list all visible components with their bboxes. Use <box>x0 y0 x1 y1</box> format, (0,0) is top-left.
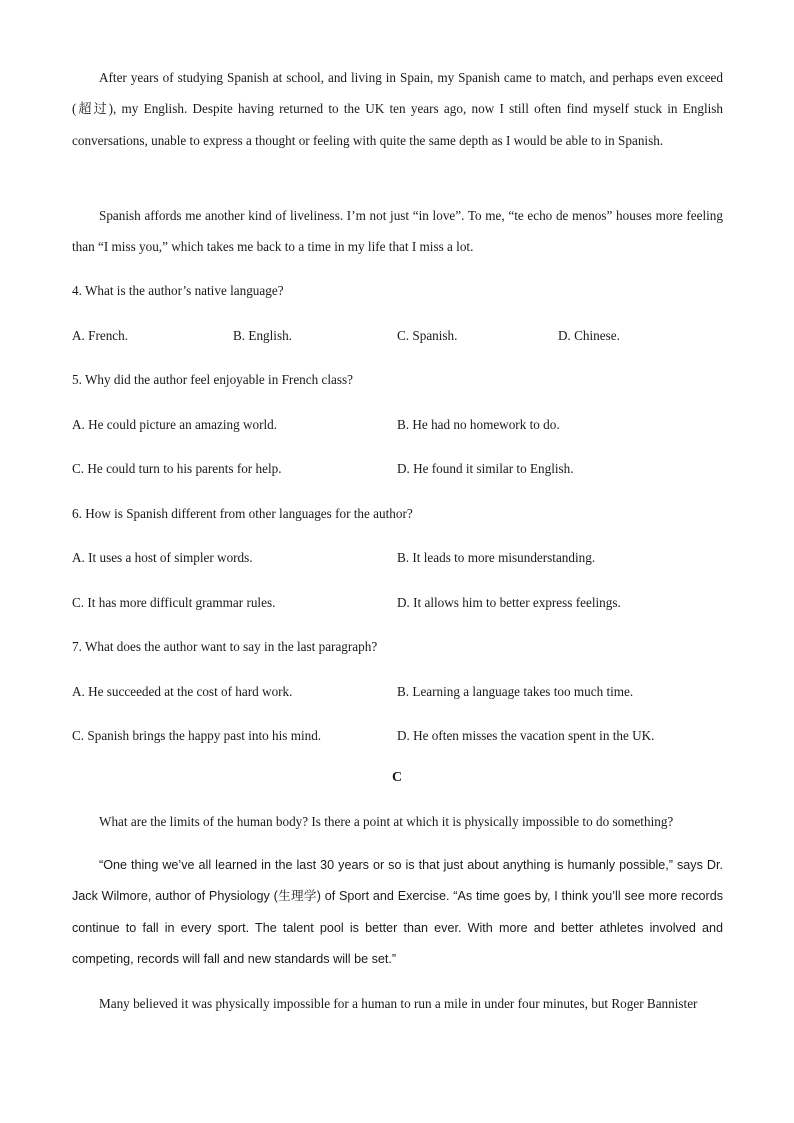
question-4-stem: 4. What is the author’s native language? <box>72 283 284 298</box>
question-7-option-d: D. He often misses the vacation spent in the UK. <box>397 728 655 743</box>
question-5-stem: 5. Why did the author feel enjoyable in French class? <box>72 372 354 387</box>
question-7-option-a: A. He succeeded at the cost of hard work. <box>72 684 293 699</box>
passage-paragraph: Many believed it was physically impossible for a human to run a mile in under four minutes, but Roger Bannister <box>99 996 698 1011</box>
question-6-stem: 6. How is Spanish different from other languages for the author? <box>72 506 413 521</box>
question-4-option-b: B. English. <box>233 328 292 343</box>
question-5-option-b: B. He had no homework to do. <box>397 417 560 432</box>
passage-paragraph: “One thing we’ve all learned in the last 30 years or so is that just about anything is humanly possible,” says Dr. Jack Wilmore, author of Physiology (生理学) of Sport and Exercise. “As time goes by, I think you’ll see more records continue to fall in every sport. The talent pool is better than ever. With more and better athletes involved and competing, records will fall and new standards will be set.” <box>72 858 723 966</box>
passage-paragraph: After years of studying Spanish at school, and living in Spain, my Spanish came to match, and perhaps even exceed (超过), my English. Despite having returned to the UK ten years ago, now I still often find myself stuck in English conversations, unable to express a thought or feeling with quite the same depth as I would be able to in Spanish. <box>72 70 723 148</box>
question-4-option-c: C. Spanish. <box>397 328 458 343</box>
question-7-option-b: B. Learning a language takes too much time. <box>397 684 634 699</box>
question-7-option-c: C. Spanish brings the happy past into his mind. <box>72 728 322 743</box>
question-6-option-c: C. It has more difficult grammar rules. <box>72 595 276 610</box>
section-heading: C <box>391 770 403 785</box>
question-5-option-c: C. He could turn to his parents for help. <box>72 461 282 476</box>
passage-paragraph: What are the limits of the human body? Is there a point at which it is physically impossible to do something? <box>99 814 674 829</box>
question-5-option-d: D. He found it similar to English. <box>397 461 574 476</box>
question-5-option-a: A. He could picture an amazing world. <box>72 417 278 432</box>
question-6-option-b: B. It leads to more misunderstanding. <box>397 550 596 565</box>
question-7-stem: 7. What does the author want to say in the last paragraph? <box>72 639 378 654</box>
question-6-option-a: A. It uses a host of simpler words. <box>72 550 253 565</box>
question-4-option-d: D. Chinese. <box>558 328 620 343</box>
question-6-option-d: D. It allows him to better express feelings. <box>397 595 621 610</box>
question-4-option-a: A. French. <box>72 328 129 343</box>
passage-paragraph: Spanish affords me another kind of liveliness. I’m not just “in love”. To me, “te echo de menos” houses more feeling than “I miss you,” which takes me back to a time in my life that I miss a lot. <box>72 208 723 255</box>
